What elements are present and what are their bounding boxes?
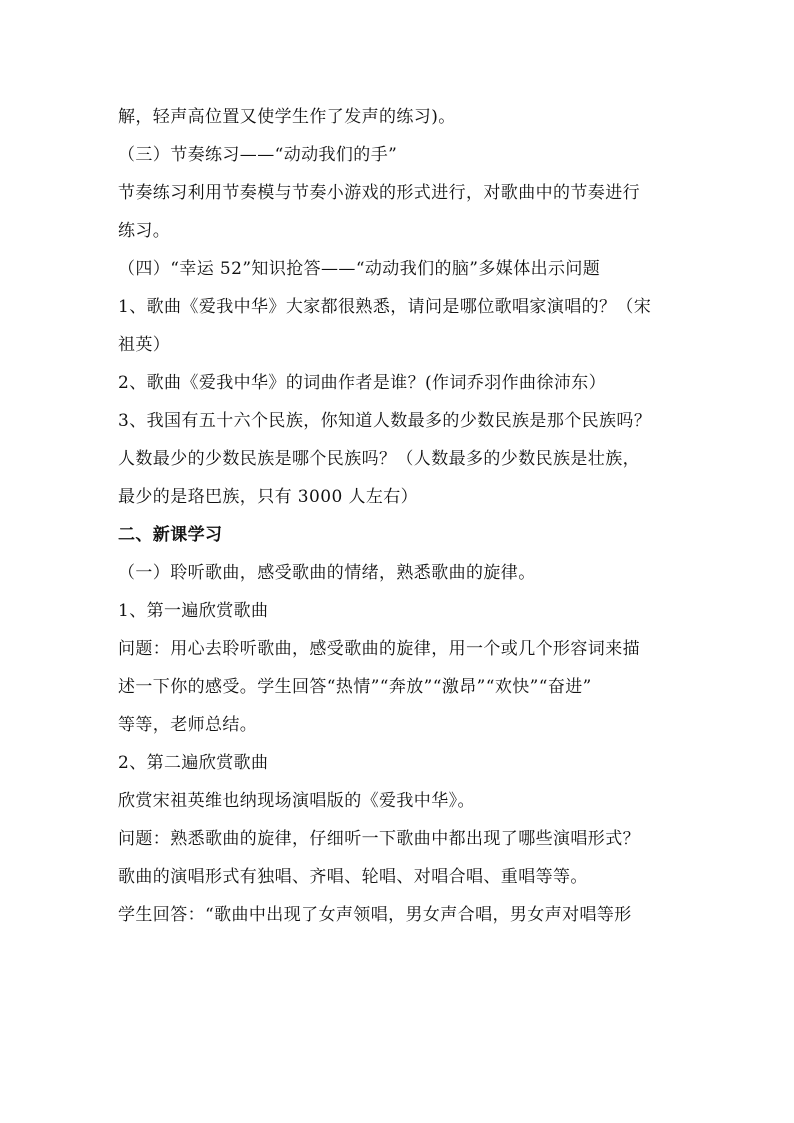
text-line-17: 等等，老师总结。 <box>118 715 258 735</box>
text-line-2: （三）节奏练习——“动动我们的手” <box>118 145 398 165</box>
text-line-18: 2、第二遍欣赏歌曲 <box>118 753 269 773</box>
text-line-22: 学生回答：“歌曲中出现了女声领唱，男女声合唱，男女声对唱等形 <box>118 905 632 925</box>
text-line-4: 练习。 <box>118 221 171 241</box>
text-line-19: 欣赏宋祖英维也纳现场演唱版的《爱我中华》。 <box>118 791 475 811</box>
text-line-7: 祖英） <box>118 335 171 355</box>
text-line-8: 2、歌曲《爱我中华》的词曲作者是谁？(作词乔羽作曲徐沛东） <box>118 373 607 393</box>
text-line-3: 节奏练习利用节奏模与节奏小游戏的形式进行，对歌曲中的节奏进行 <box>118 183 640 203</box>
text-line-21: 歌曲的演唱形式有独唱、齐唱、轮唱、对唱合唱、重唱等等。 <box>118 867 588 887</box>
text-line-14: 1、第一遍欣赏歌曲 <box>118 601 269 621</box>
text-line-11: 最少的是珞巴族，只有 3000 人左右） <box>118 487 419 507</box>
text-line-9: 3、我国有五十六个民族，你知道人数最多的少数民族是那个民族吗？ <box>118 411 652 431</box>
text-line-5: （四）“幸运 52”知识抢答——“动动我们的脑”多媒体出示问题 <box>118 259 601 279</box>
text-line-16: 述一下你的感受。学生回答“热情”“奔放”“激昂”“欢快”“奋进” <box>118 677 592 697</box>
text-line-13: （一）聆听歌曲，感受歌曲的情绪，熟悉歌曲的旋律。 <box>118 563 536 583</box>
text-line-6: 1、歌曲《爱我中华》大家都很熟悉，请问是哪位歌唱家演唱的？（宋 <box>118 297 652 317</box>
text-line-10: 人数最少的少数民族是哪个民族吗？（人数最多的少数民族是壮族， <box>118 449 640 469</box>
text-line-15: 问题：用心去聆听歌曲，感受歌曲的旋律，用一个或几个形容词来描 <box>118 639 640 659</box>
section-heading: 二、新课学习 <box>118 525 223 545</box>
text-line-20: 问题：熟悉歌曲的旋律，仔细听一下歌曲中都出现了哪些演唱形式？ <box>118 829 640 849</box>
text-line-1: 解，轻声高位置又使学生作了发声的练习)。 <box>118 107 456 127</box>
